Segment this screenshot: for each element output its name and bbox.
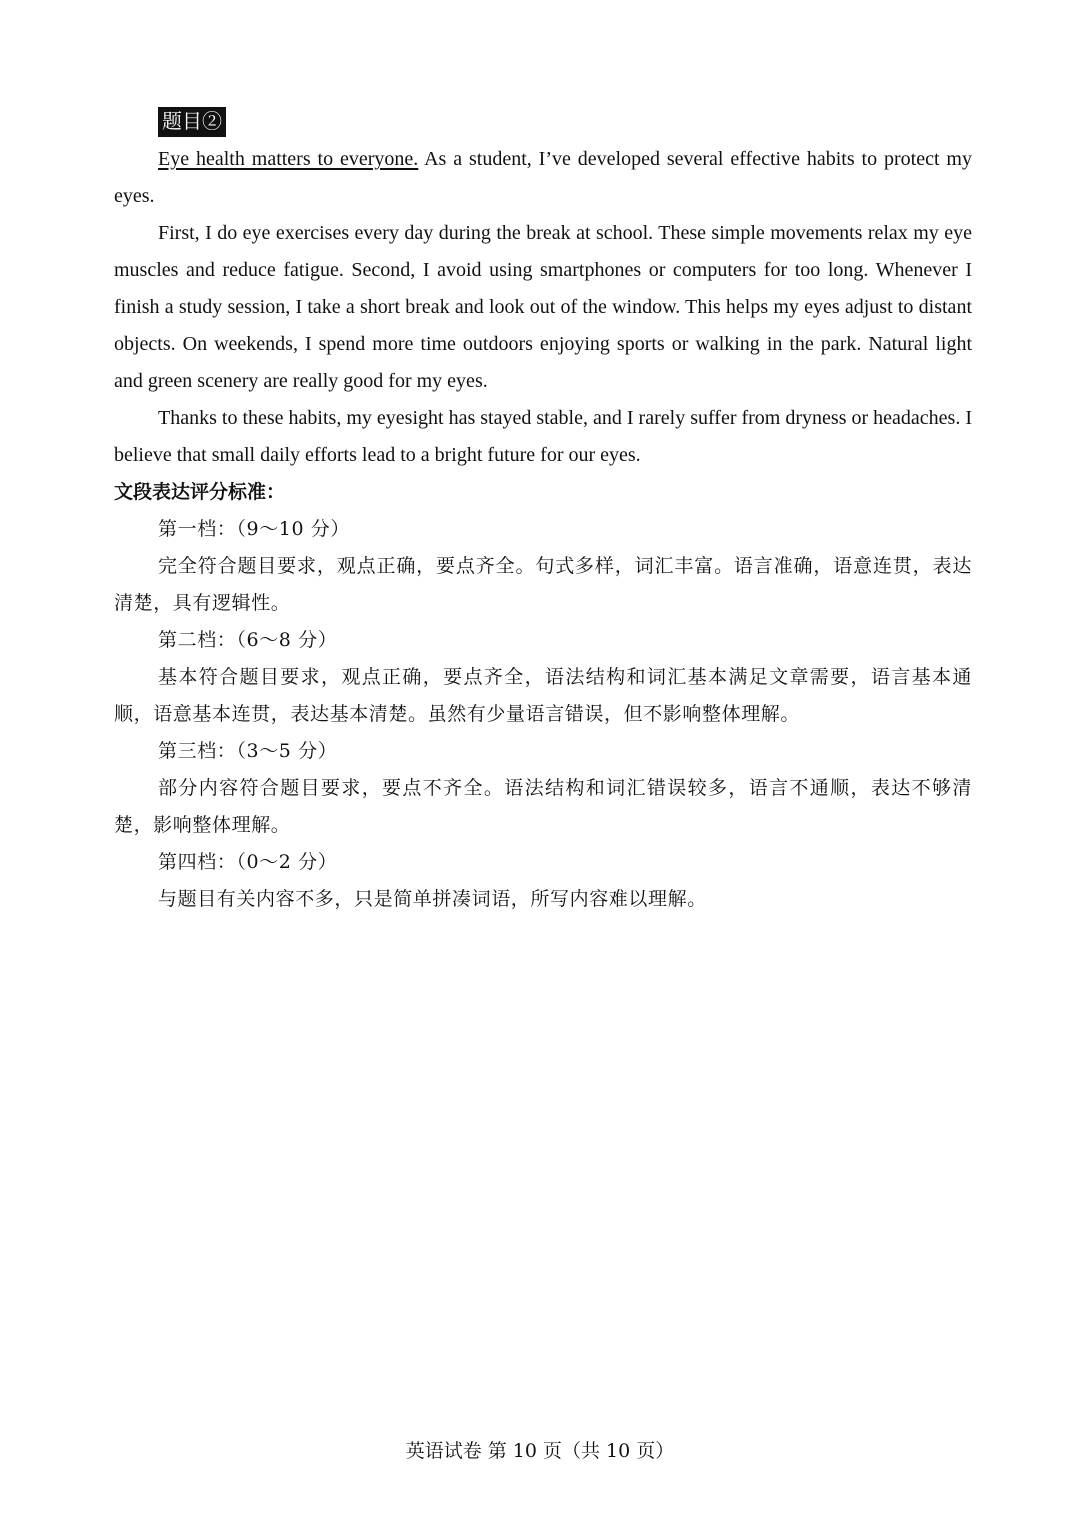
essay-intro-rest: As a student, I’ve developed several effective habits to protect my eyes.	[114, 148, 972, 207]
scoring-heading: 文段表达评分标准：	[114, 481, 286, 503]
scoring-level-1-description: 完全符合题目要求，观点正确，要点齐全。句式多样，词汇丰富。语言准确，语意连贯，表达清楚，具有逻辑性。	[114, 555, 972, 614]
scoring-level-2-label: 第二档：（6～8 分）	[158, 629, 338, 651]
scoring-level-4-label: 第四档：（0～2 分）	[158, 851, 338, 873]
essay-paragraph-3: Thanks to these habits, my eyesight has stayed stable, and I rarely suffer from dryness or headaches. I believe that small daily efforts lead to a bright future for our eyes.	[114, 407, 972, 466]
scoring-level-3-description: 部分内容符合题目要求，要点不齐全。语法结构和词汇错误较多，语言不通顺，表达不够清楚，影响整体理解。	[114, 777, 972, 836]
scoring-level-2-description: 基本符合题目要求，观点正确，要点齐全，语法结构和词汇基本满足文章需要，语言基本通顺，语意基本连贯，表达基本清楚。虽然有少量语言错误，但不影响整体理解。	[114, 666, 972, 725]
scoring-level-3-label: 第三档：（3～5 分）	[158, 740, 338, 762]
page-content	[114, 104, 972, 918]
essay-paragraph-1	[114, 141, 972, 215]
essay-paragraph-2: First, I do eye exercises every day during the break at school. These simple movements relax my eye muscles and reduce fatigue. Second, I avoid using smartphones or computers for too long. Whenever I finish a study session, I take a short break and look out of the window. This helps my eyes adjust to distant objects. On weekends, I spend more time outdoors enjoying sports or walking in the park. Natural light and green scenery are really good for my eyes.	[114, 222, 972, 392]
scoring-level-1-label: 第一档：（9～10 分）	[158, 518, 351, 540]
question-tag: 题目②	[158, 107, 226, 137]
essay-topic-sentence: Eye health matters to everyone.	[158, 148, 419, 170]
page-footer: 英语试卷 第 10 页（共 10 页）	[405, 1440, 675, 1462]
scoring-level-4-description: 与题目有关内容不多，只是简单拼凑词语，所写内容难以理解。	[158, 888, 707, 910]
